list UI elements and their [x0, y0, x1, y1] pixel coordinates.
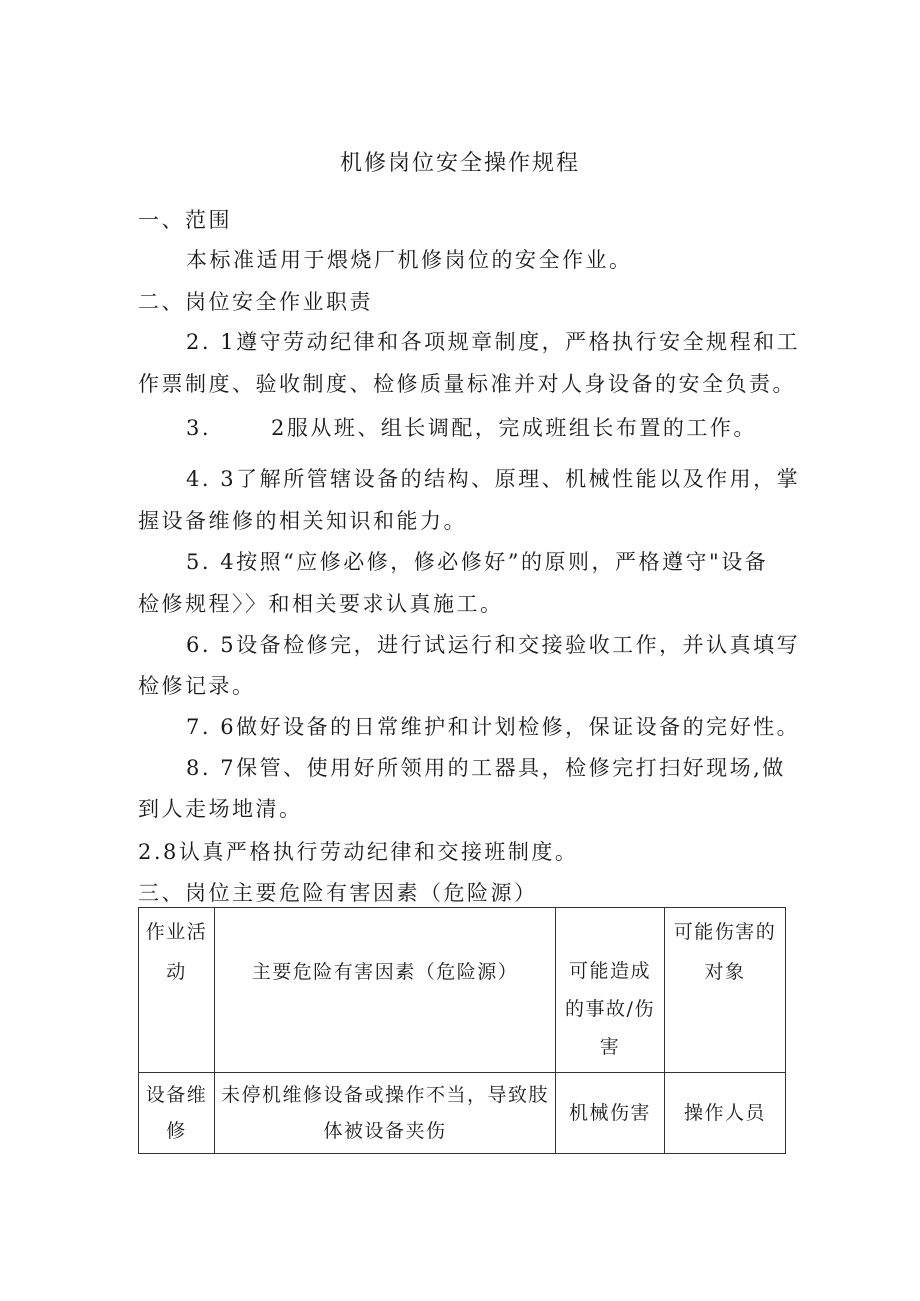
- header-hazard: 主要危险有害因素（危险源）: [215, 908, 556, 1073]
- cell-activity: 设备维修: [139, 1073, 215, 1154]
- duty-item-2-text: 2服从班、组长调配，完成班组长布置的工作。: [271, 416, 757, 440]
- duty-item-3-line-1: 4. 3了解所管辖设备的结构、原理、机械性能以及作用，掌: [186, 467, 801, 491]
- header-target: 可能伤害的对象: [665, 908, 786, 1073]
- duty-item-7-line-1: 8. 7保管、使用好所领用的工器具，检修完打扫好现场,做: [186, 756, 786, 780]
- duty-item-7-line-2: 到人走场地清。: [138, 797, 303, 821]
- range-text: 本标准适用于煨烧厂机修岗位的安全作业。: [186, 248, 633, 272]
- duty-item-2: [186, 412, 757, 442]
- duty-item-4-line-1: 5. 4按照“应修必修，修必修好”的原则，严格遵守"设备: [186, 550, 769, 574]
- header-accident: 可能造成的事故/伤害: [556, 908, 665, 1073]
- duty-item-3-line-2: 握设备维修的相关知识和能力。: [138, 509, 467, 533]
- duty-item-2-number: 3.: [186, 416, 212, 440]
- duty-item-5-line-2: 检修记录。: [138, 674, 256, 698]
- section-heading-hazard: 三、岗位主要危险有害因素（危险源）: [138, 881, 538, 905]
- cell-hazard: 未停机维修设备或操作不当，导致肢体被设备夹伤: [215, 1073, 556, 1154]
- section-heading-duty: 二、岗位安全作业职责: [138, 290, 373, 314]
- duty-item-8: 2.8认真严格执行劳动纪律和交接班制度。: [138, 840, 579, 864]
- hazard-table: [138, 907, 786, 1154]
- cell-target: 操作人员: [665, 1073, 786, 1154]
- duty-item-1-line-1: 2. 1遵守劳动纪律和各项规章制度，严格执行安全规程和工: [186, 330, 801, 354]
- document-title: 机修岗位安全操作规程: [339, 151, 580, 176]
- header-activity: 作业活动: [139, 908, 215, 1073]
- duty-item-5-line-1: 6. 5设备检修完，进行试运行和交接验收工作，并认真填写: [186, 633, 801, 657]
- duty-item-4-line-2: 检修规程〉〉和相关要求认真施工。: [138, 592, 504, 616]
- section-heading-range: 一、范围: [138, 208, 232, 232]
- hazard-table-header-row: [139, 908, 786, 1073]
- duty-item-1-line-2: 作票制度、验收制度、检修质量标准并对人身设备的安全负责。: [138, 372, 796, 396]
- duty-item-6: 7. 6做好设备的日常维护和计划检修，保证设备的完好性。: [186, 715, 801, 739]
- cell-accident: 机械伤害: [556, 1073, 665, 1154]
- table-row: [139, 1073, 786, 1154]
